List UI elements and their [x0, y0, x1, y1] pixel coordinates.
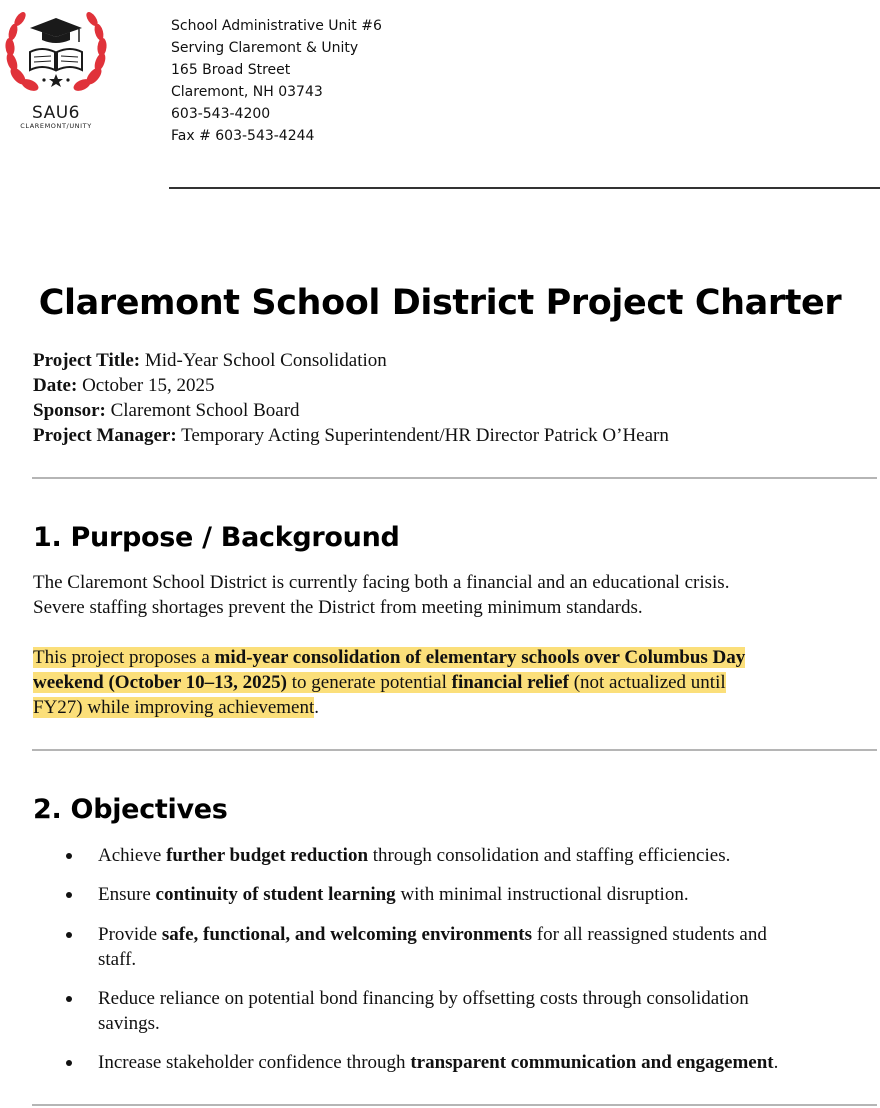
address-line: Serving Claremont & Unity — [171, 40, 359, 56]
meta-project-title: Project Title: Mid-Year School Consolidation — [33, 350, 387, 371]
meta-sponsor: Sponsor: Claremont School Board — [33, 400, 300, 421]
meta-date: Date: October 15, 2025 — [33, 375, 215, 396]
bullet-icon — [66, 892, 72, 898]
address-block — [171, 15, 382, 147]
address-line: 165 Broad Street — [171, 62, 291, 78]
fax-line: Fax # 603-543-4244 — [171, 128, 315, 144]
section-divider — [32, 1104, 877, 1106]
purpose-paragraph: The Claremont School District is currently facing both a financial and an educational crisis. Severe staffing shortages prevent the District from meeting minimum standards. — [33, 572, 730, 618]
section-divider — [32, 749, 877, 751]
phone-line: 603-543-4200 — [171, 106, 271, 122]
address-line: School Administrative Unit #6 — [171, 18, 382, 34]
logo-name: SAU6 — [32, 103, 80, 123]
highlighted-proposal-paragraph: This project proposes a mid-year consolidation of elementary schools over Columbus Day weekend (October 10–13, 2025) to generate potential financial relief (not actualized until FY27) while improving achievement. — [33, 647, 746, 718]
document-title: Claremont School District Project Charter — [38, 283, 842, 323]
section-heading-purpose: 1. Purpose / Background — [33, 522, 400, 553]
logo-subtitle: CLAREMONT/UNITY — [20, 122, 92, 130]
letterhead-divider — [169, 187, 880, 189]
address-line: Claremont, NH 03743 — [171, 84, 323, 100]
bullet-icon — [66, 853, 72, 859]
project-meta — [33, 348, 669, 448]
meta-project-manager: Project Manager: Temporary Acting Superintendent/HR Director Patrick O’Hearn — [33, 425, 669, 446]
section-heading-objectives: 2. Objectives — [33, 794, 228, 825]
sau6-logo — [4, 6, 108, 136]
section-divider — [32, 477, 877, 479]
letterhead — [0, 0, 880, 190]
graduation-cap-book-laurel-icon — [4, 6, 108, 104]
bullet-icon — [66, 932, 72, 938]
bullet-icon — [66, 1060, 72, 1066]
bullet-icon — [66, 996, 72, 1002]
